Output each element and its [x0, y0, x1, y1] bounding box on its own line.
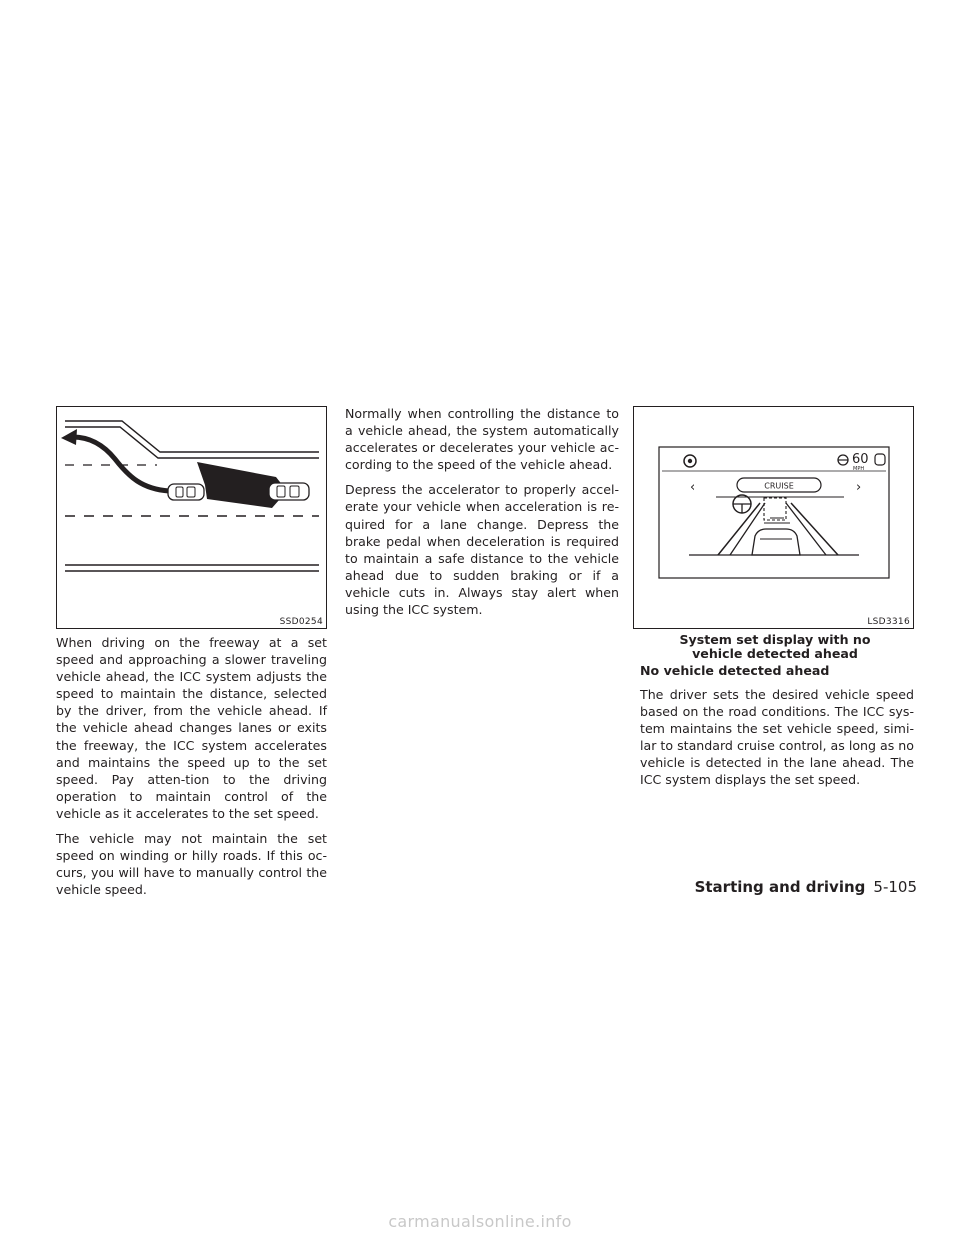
section-heading: No vehicle detected ahead — [640, 663, 830, 678]
lane-change-path — [73, 437, 169, 491]
own-vehicle-icon — [168, 484, 204, 500]
set-speed-unit: MPH — [853, 466, 865, 472]
page-number: 5-105 — [873, 878, 917, 896]
figure-code: SSD0254 — [279, 617, 323, 627]
set-speed-value: 60 — [852, 452, 869, 467]
paragraph: Depress the accelerator to properly accel-erate your vehicle when acceleration is re-quired for a lane change. Depress the brake pedal when deceleration is required to maintain a safe distance to the vehicle ahead due to sudden braking or if a vehicle cuts in. Always stay alert when using the ICC system. — [345, 482, 619, 618]
figure-caption: System set display with no vehicle detected ahead — [679, 632, 871, 661]
nav-right-icon: › — [856, 480, 862, 495]
own-vehicle-icon — [752, 529, 800, 555]
ramp-edge-lower — [65, 427, 319, 458]
paragraph: The vehicle may not maintain the set speed on winding or hilly roads. If this oc-curs, you will have to manually control the vehicle speed. — [56, 831, 327, 898]
lane-change-arrowhead-icon — [61, 429, 77, 445]
watermark: carmanualsonline.info — [388, 1212, 572, 1231]
nav-left-icon: ‹ — [690, 480, 696, 495]
column-2-text — [345, 405, 619, 626]
column-1-text — [56, 634, 327, 906]
freeway-diagram — [57, 407, 326, 628]
page-footer — [695, 878, 917, 896]
cruise-display — [634, 407, 913, 628]
paragraph: The driver sets the desired vehicle speed based on the road conditions. The ICC sys-tem maintains the set vehicle speed, simi-lar to standard cruise control, as long as no vehicle is detected in the lane ahead. The ICC system displays the set speed. — [640, 687, 914, 788]
cruise-mode-label: CRUISE — [764, 481, 794, 491]
footer-section-title: Starting and driving — [694, 878, 866, 896]
cruise-display-figure — [633, 406, 914, 629]
column-3-text — [640, 686, 914, 797]
freeway-diagram-figure — [56, 406, 327, 629]
lead-vehicle-icon — [269, 483, 309, 500]
paragraph: When driving on the freeway at a set speed and approaching a slower traveling vehicle ahead, the ICC system adjusts the speed to maintain the distance, selected by the driver, from the vehicle ahead. If the vehicle ahead changes lanes or exits the freeway, the ICC system accelerates and maintains the speed up to the set speed. Pay atten-tion to the driving operation to maintain control of the vehicle as it accelerates to the set speed. — [56, 635, 327, 821]
figure-code: LSD3316 — [867, 617, 910, 627]
paragraph: Normally when controlling the distance to a vehicle ahead, the system automatically accelerates or decelerates your vehicle ac-cording to the speed of the vehicle ahead. — [345, 406, 619, 473]
